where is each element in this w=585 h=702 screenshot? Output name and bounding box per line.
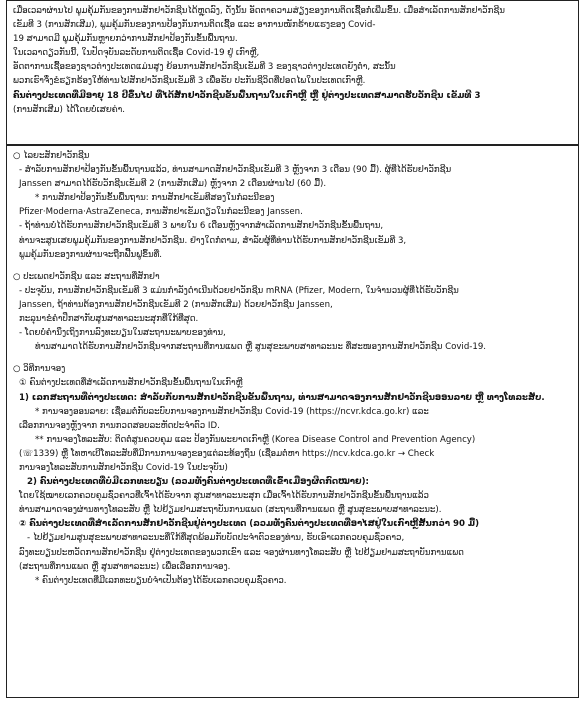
period-note: * ການສັກຢາປ້ອງກັນຂັ້ນພື້ນຖານ: ການສັກຢາເຂັມທີສອງໃນກໍລະນີຂອງ (35, 193, 275, 204)
vaccine-line: - ໂດຍບໍ່ຄຳນຶງເຖິງການລົງທະບຽນໃນສະຖານະພາບຂອງທ່ານ, (19, 328, 226, 339)
booking-note: * ການຈອງອອນລາຍ: ເຊື່ອມຕໍ່ກັບລະບົບການຈອງການສັກຢາວັກຊີນ Covid-19 (https://ncvr.kdca.go.kr) ແລະ (35, 406, 429, 417)
period-line: - ສຳລັບການສັກຢາປ້ອງກັນຂັ້ນພື້ນຖານແລ້ວ, ທ່ານສາມາດສັກຢາວັກຊີນເຂັມທີ 3 ຫຼັງຈາກ 3 ເດືອນ (90 ມື້). ຜູ້ທີ່ໄດ້ຮັບຢາວັກຊີນ (19, 165, 452, 176)
booking-line: 1) ເລກສະຖານທີ່ຕ່າງປະເທດ: ສຳລັບກັບການສັກຢາວັກຊີນຂັ້ນພື້ນຖານ, ທ່ານສາມາດຈອງການສັກຢາວັກຊີນອອນລາຍ ຫຼື ທາງໂທລະສັບ. (19, 392, 545, 403)
period-line: Janssen ສາມາດໄດ້ຮັບວັກຊີນເຂັມທີ 2 (ການສັກເສີມ) ຫຼັງຈາກ 2 ເດືອນຜ່ານໄປ (60 ມື້). (19, 179, 327, 190)
section-heading-booking: ○ ວິທີການຈອງ (13, 364, 66, 375)
vaccine-line: ທ່ານສາມາດໄດ້ຮັບການສັກຢາວັກຊີນຈາກສະຖານທີ່ການແພດ ຫຼື ສູນສຸຂະພາບສາທາລະນະ ທີ່ສະໜອງການສັກຢາວັກຊີນ Covid-19. (35, 342, 487, 353)
intro-line: ໃນເວລາດຽວກັນນີ້, ໃນປັດຈຸບັນລະດັບການຕິດເຊື້ອ Covid-19 ຢູ່ ເກົາຫຼີ, (13, 48, 260, 59)
booking-line: 2) ຄົນຕ່າງປະເທດທີ່ບໍ່ມີເລກທະບຽນ (ລວມທັງຄົນຕ່າງປະເທດທີ່ເຂົ້າເມືອງຜິດກົດໝາຍ): (27, 477, 369, 488)
booking-note: * ຄົນຕ່າງປະເທດທີ່ມີເລກທະບຽນບໍ່ຈຳເປັນຕ້ອງໄດ້ຮັບເລກຄວບຄຸມຊົ່ວຄາວ. (35, 575, 287, 586)
vaccine-line: ກະລຸນາຂໍຄຳປຶກສາກັບສູນສາທາລະນະສຸກທີ່ໃກ້ທີ່ສຸດ. (19, 314, 199, 325)
booking-note: ການຈອງໂທລະສັບການສັກຢາວັກຊີນ Covid-19 ໃນປະຈຸບັນ) (19, 462, 228, 473)
details-box (6, 146, 579, 698)
booking-line: ລົງທະບຽນປະຫວັດການສັກຢາວັກຊີນ ຢູ່ຕ່າງປະເທດຂອງພວກເຂົາ ແລະ ຈອງຜ່ານທາງໂທລະສັບ ຫຼື ໄປຢ້ຽມຢາມສະຖາບັນການແພດ (19, 547, 464, 558)
intro-line: ເຂັມທີ 3 (ການສັກເສີມ), ພູມຄຸ້ມກັນຂອງການປ້ອງກັນການຕິດເຊື້ອ ແລະ ອາການໜັກຮ້າຍແຮງຂອງ Covid- (13, 20, 376, 31)
intro-line: ອັດຕາການເຊື້ອຂອງຊາວຕ່າງປະເທດແມ່ນສູງ ຍ້ອນການສັກຢາວັກຊີນເຂັມທີ 3 ຂອງຊາວຕ່າງປະເທດຍັງຕໍ່າ, ສະນັ້ນ (13, 62, 396, 73)
booking-line: - ໄປຢ້ຽມຢາມສູນສຸຂະພາບສາທາລະນະທີ່ໃກ້ທີ່ສຸດພ້ອມກັບບັດປະຈຳຕົວຂອງທ່ານ, ຮັບເອົາເລກຄວບຄຸມຊົ່ວຄາວ, (27, 533, 405, 544)
vaccine-line: Janssen, ຖ້າທ່ານຕ້ອງການສັກຢາວັກຊີນເຂັມທີ 2 (ການສັກເສີມ) ດ້ວຍຢາວັກຊີນ Janssen, (19, 299, 333, 310)
booking-line: ທ່ານສາມາດຈອງຜ່ານທາງໂທລະສັບ ຫຼື ໄປຢ້ຽມຢາມສະຖາບັນການແພດ (ສະຖານທີ່ການແພດ ຫຼື ສູນສຸຂະພາບສາທາລະນະ). (19, 505, 442, 516)
booking-subheading: ① ຄົນຕ່າງປະເທດທີ່ສຳເລັດການສັກຢາວັກຊີນຂັ້ນພື້ນຖານໃນເກົາຫຼີ (19, 378, 243, 389)
period-line: - ຖ້າທ່ານບໍ່ໄດ້ຮັບການສັກຢາວັກຊີນເຂັມທີ 3 ພາຍໃນ 6 ເດືອນຫຼັງຈາກສຳເລັດການສັກຢາວັກຊີນຂັ້ນພື້ນຖານ, (19, 221, 384, 232)
section-heading-vaccine-types: ○ ປະເພດຢາວັກຊີນ ແລະ ສະຖານທີ່ສັກຢາ (13, 271, 160, 282)
period-line: ທ່ານຈະສູນເສຍພູມຄຸ້ມກັນຂອງການສັກຢາວັກຊີນ. ຢ່າງໃດກໍ່ຕາມ, ສຳລັບຜູ້ທີ່ທ່ານໄດ້ຮັບການສັກຢາວັກຊີນເຂັມທີ 3, (19, 235, 407, 246)
intro-line: ຄົນຕ່າງປະເທດທີ່ມີອາຍຸ 18 ປີຂຶ້ນໄປ ທີ່ໄດ້ສັກຢາວັກຊີນຂັ້ນພື້ນຖານໃນເກົາຫຼີ ຫຼື ຢູ່ຕ່າງປະເທດສາມາດຮັບວັກຊີນ ເຂັມທີ 3 (13, 90, 481, 101)
section-heading-period: ○ ໄລຍະສັກຢາວັກຊີນ (13, 151, 90, 161)
booking-note: ເລືອກການຈອງຫຼັງຈາກ ການກວດສອບລະຫັດປະຈຳຕົວ ID. (19, 420, 220, 431)
period-note: Pfizer·Moderna·AstraZeneca, ການສັກຢາເຂັມດຽວໃນກໍລະນີຂອງ Janssen. (19, 207, 303, 218)
intro-box (6, 0, 579, 146)
vaccine-line: - ປະຈຸບັນ, ການສັກຢາວັກຊີນເຂັມທີ 3 ແມ່ນກຳລັງດຳເນີນດ້ວຍຢາວັກຊີນ mRNA (Pfizer, Modern, ໃນຈຳນວນຜູ້ທີ່ໄດ້ຮັບວັກຊີນ (19, 285, 459, 296)
booking-subheading: ② ຄົນຕ່າງປະເທດທີ່ສຳເລັດການສັກຢາວັກຊີນຢູ່ຕ່າງປະເທດ (ລວມທັງຄົນຕ່າງປະເທດທີ່ອາໄສຢູ່ໃນເກົາຫຼີສັ້ນກວ່າ 90 ມື້) (19, 519, 480, 530)
intro-line: ພວກເຮົາຈຶ່ງຂໍຮຽກຮ້ອງໃຫ້ທ່ານໄປສັກຢາວັກຊີນເຂັມທີ 3 ເພື່ອຮັບ ປະກັນຊີວິດທີ່ປອດໄພໃນປະເທດເກົາຫຼີ. (13, 76, 366, 87)
booking-note: (☏1339) ຫຼື ໂທຫາເບີໂທລະສັບທີ່ມີການການຈອງຂອງແຕ່ລະທ້ອງຖິ່ນ (ເຊື່ອມຕໍ່ຫາ https://ncv.kdca.go.kr → Check (19, 448, 435, 459)
notice-document (6, 0, 579, 698)
period-line: ພູມຄຸ້ມກັນຂອງການຜ່ານຈະຖືກຟື້ນຟູຂຶ້ນທີ່. (19, 249, 162, 260)
booking-line: (ສະຖານທີ່ການແພດ ຫຼື ສູນສາທາລະນະ) ເພື່ອເລືອກການຈອງ. (19, 561, 231, 572)
intro-line: (ການສັກເສີມ) ໄດ້ໂດຍບໍ່ເສຍຄ່າ. (13, 104, 125, 115)
intro-line: ເມື່ອເວລາຜ່ານໄປ ພູມຄຸ້ມກັນຂອງການສັກຢາວັກຊີນໄດ້ຫຼຸດລົງ, ດັ່ງນັ້ນ ອັດຕາຄວາມສ່ຽງຂອງການຕິດເຊື້ອກໍ່ເພີ່ມຂຶ້ນ. ເມື່ອສຳເລັດການສັກຢາວັກຊີນ (13, 6, 505, 16)
intro-line: 19 ສາມາດມີ ພູມຄຸ້ມກັນຫຼາຍກວ່າການສັກຢາປ້ອງກັນຂັ້ນພື້ນຖານ. (13, 34, 238, 45)
booking-line: ໂດຍໃຊ້ໝາຍເລກຄວບຄຸມຊົ່ວຄາວທີ່ເຈົ້າໄດ້ຮັບຈາກ ສູນສາທາລະນະສຸກ ເມື່ອເຈົ້າໄດ້ຮັບການສັກຢາວັກຊີນຂັ້ນພື້ນຖານແລ້ວ (19, 491, 429, 502)
booking-note: ** ການຈອງໂທລະສັບ: ຕິດຕໍ່ສູນຄວບຄຸມ ແລະ ປ້ອງກັນພະຍາດເກົາຫຼີ (Korea Disease Control and Prevention Agency) (35, 434, 476, 445)
